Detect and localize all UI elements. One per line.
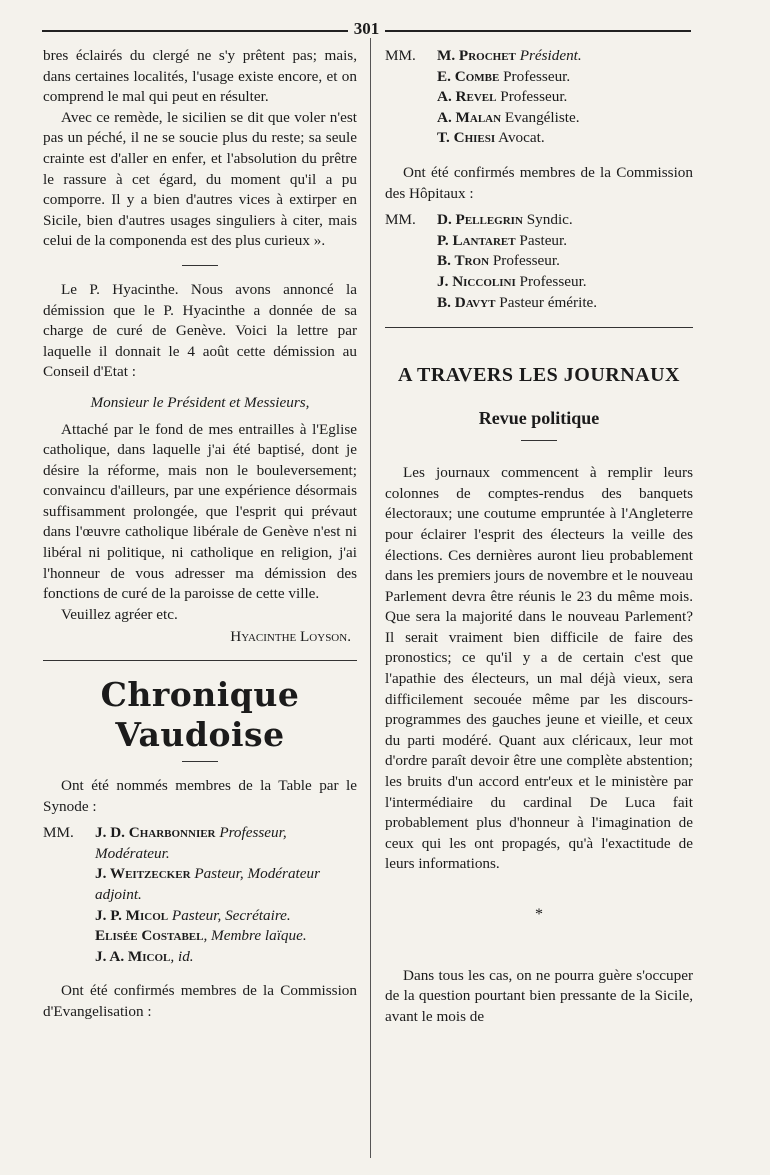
member-prefix [385,108,437,129]
left-paragraph-hyacinthe: Le P. Hyacinthe. Nous avons annoncé la démission que le P. Hyacinthe a donnée de sa charge de curé de Genève. Voici la lettre par laquelle il donnait le 4 août cette démission au Conseil d'Etat : [43,280,357,381]
letter-body: Attaché par le fond de mes entrailles à l'Eglise catholique, dans laquelle j'ai été baptisé, dont je désire la réforme, mais non le bouleversement; convaincu d'ailleurs, par une expérience désormais suffisamment prolongée, que l'esprit qui prévaut dans l'œuvre catholique libérale de Genève n'est ni libéral ni politique, ni catholique en religion, j'ai l'honneur de vous adresser ma démission des fonctions de curé de la paroisse de cette ville. [43,420,357,603]
member-row [385,231,693,252]
member-role: Pasteur émérite. [499,293,598,311]
member-prefix [385,293,437,314]
member-role: , id. [170,947,194,965]
revue-paragraph: Les journaux commencent à remplir leurs colonnes de comptes-rendus des banquets électoraux; une coutume empruntée à l'Angleterre pour éclairer l'esprit des électeurs la veille des élections. Ces dernières auront lieu probablement dans les premiers jours de novembre et le nouveau Parlement devra être réunis le 23 du même mois. Que sera la majorité dans le nouveau Parlement? Il serait vraiment bien difficile de faire des pronostics; ce qu'il y a de certain c'est que l'apathie des électeurs, un mal déjà vieux, sera difficilement secouée même par les discours-programmes des gauches jeune et vieille, et ceux du parti modéré. Quant aux cléricaux, leur mot d'ordre paraît devoir être une complète abstention; les bruits d'un accord entr'eux et le ministère par l'intermédiaire du cardinal De Luca fait probablement plus d'honneur à l'imagination de ceux qui les ont propagés, qu'à l'exactitude de leurs informations. [385,464,693,873]
hopitaux-intro: Ont été confirmés membres de la Commission des Hôpitaux : [385,163,693,202]
letter-closing: Veuillez agréer etc. [61,605,178,623]
header-rule-right [385,30,691,32]
member-name: B. Tron [437,252,490,270]
member-role: Pasteur, Modérateur adjoint. [95,865,321,903]
member-row [385,128,693,149]
left-paragraph-continued: bres éclairés du clergé ne s'y prêtent pas; mais, dans certaines localités, l'usage existe encore, et on comprend le mal qui peut en résulter. [43,47,357,106]
member-name: J. A. Micol [95,947,171,965]
member-role: Syndic. [526,211,573,229]
member-name: A. Revel [437,88,497,106]
letter-signature: Hyacinthe Loyson. [230,628,351,646]
subsection-title-revue: Revue politique [478,408,600,429]
table-intro: Ont été nommés membres de la Table par le Synode : [43,777,357,815]
member-role: Professeur. [500,88,568,106]
member-row [43,947,357,968]
member-prefix [43,906,95,927]
evangelisation-intro: Ont été confirmés membres de la Commission d'Evangelisation : [43,982,357,1020]
member-row [43,823,357,864]
member-role: Professeur. [503,67,571,85]
member-prefix [385,128,437,149]
member-role: Professeur. [519,272,587,290]
section-title-journaux: A TRAVERS LES JOURNAUX [398,364,680,387]
member-row [385,108,693,129]
member-name: E. Combe [437,67,500,85]
member-prefix: MM. [385,47,416,64]
member-row [385,293,693,314]
member-name: J. D. Charbonnier [95,824,216,842]
member-name: P. Lantaret [437,231,516,249]
member-name: J. Niccolini [437,272,516,290]
letter-salutation: Monsieur le Président et Messieurs, [90,393,310,411]
member-name: D. Pellegrin [437,211,523,229]
member-prefix [385,272,437,293]
member-row [385,87,693,108]
member-row [385,46,693,67]
member-role: Président. [519,47,582,64]
member-role: , Membre laïque. [203,927,307,945]
section-title-chronique: Chronique Vaudoise [100,675,300,755]
member-role: Pasteur. [519,231,568,249]
member-role: Professeur. [492,252,560,270]
member-name: T. Chiesi [437,129,496,147]
member-role: Professeur, Modérateur. [95,824,287,862]
member-prefix [385,67,437,88]
asterisk-separator: * [535,906,543,923]
separator-rule [182,265,218,266]
header-rule-left [42,30,348,32]
member-name: J. P. Micol [95,906,169,924]
member-row [43,906,357,927]
member-row [385,210,693,231]
revue-paragraph-continued: Dans tous les cas, on ne pourra guère s'occuper de la question pourtant bien pressante de la Sicile, avant le mois de [385,966,693,1025]
member-role: Evangéliste. [504,108,580,126]
member-row [43,926,357,947]
separator-rule [521,440,557,441]
member-prefix [385,87,437,108]
member-prefix [385,251,437,272]
left-paragraph-sicilian: Avec ce remède, le sicilien se dit que voler n'est pas un péché, il ne se soucie plus du reste; sa seule crainte est d'aller en enfer, et l'absolution du prêtre le rassure à cet égard, du moment qu'il a pu comporre. Il y a bien d'autres vices à extirper en Sicile, bien d'autres usages singuliers à citer, mais celui de la componenda est des plus curieux ». [43,108,357,250]
member-prefix [43,926,95,947]
member-name: A. Malan [437,108,502,126]
member-row [385,272,693,293]
member-prefix [43,947,95,968]
member-prefix: MM. [385,211,416,229]
column-divider [370,38,371,1158]
member-name: Elisée Costabel [95,927,204,945]
left-column [43,46,357,1023]
right-column [385,46,693,1027]
table-members-list [43,823,357,967]
evangelisation-members-list [385,46,693,149]
member-prefix [43,864,95,905]
member-prefix [385,231,437,252]
member-role: Avocat. [498,129,545,147]
member-name: J. Weitzecker [95,865,191,883]
member-row [385,251,693,272]
member-row [385,67,693,88]
section-rule [43,660,357,661]
separator-rule [182,761,218,762]
member-name: M. Prochet [437,47,516,64]
member-name: B. Davyt [437,293,496,311]
member-row [43,864,357,905]
page-number: 301 [353,19,380,38]
member-role: Pasteur, Secrétaire. [171,906,291,924]
member-prefix: MM. [43,824,74,842]
hopitaux-members-list [385,210,693,313]
